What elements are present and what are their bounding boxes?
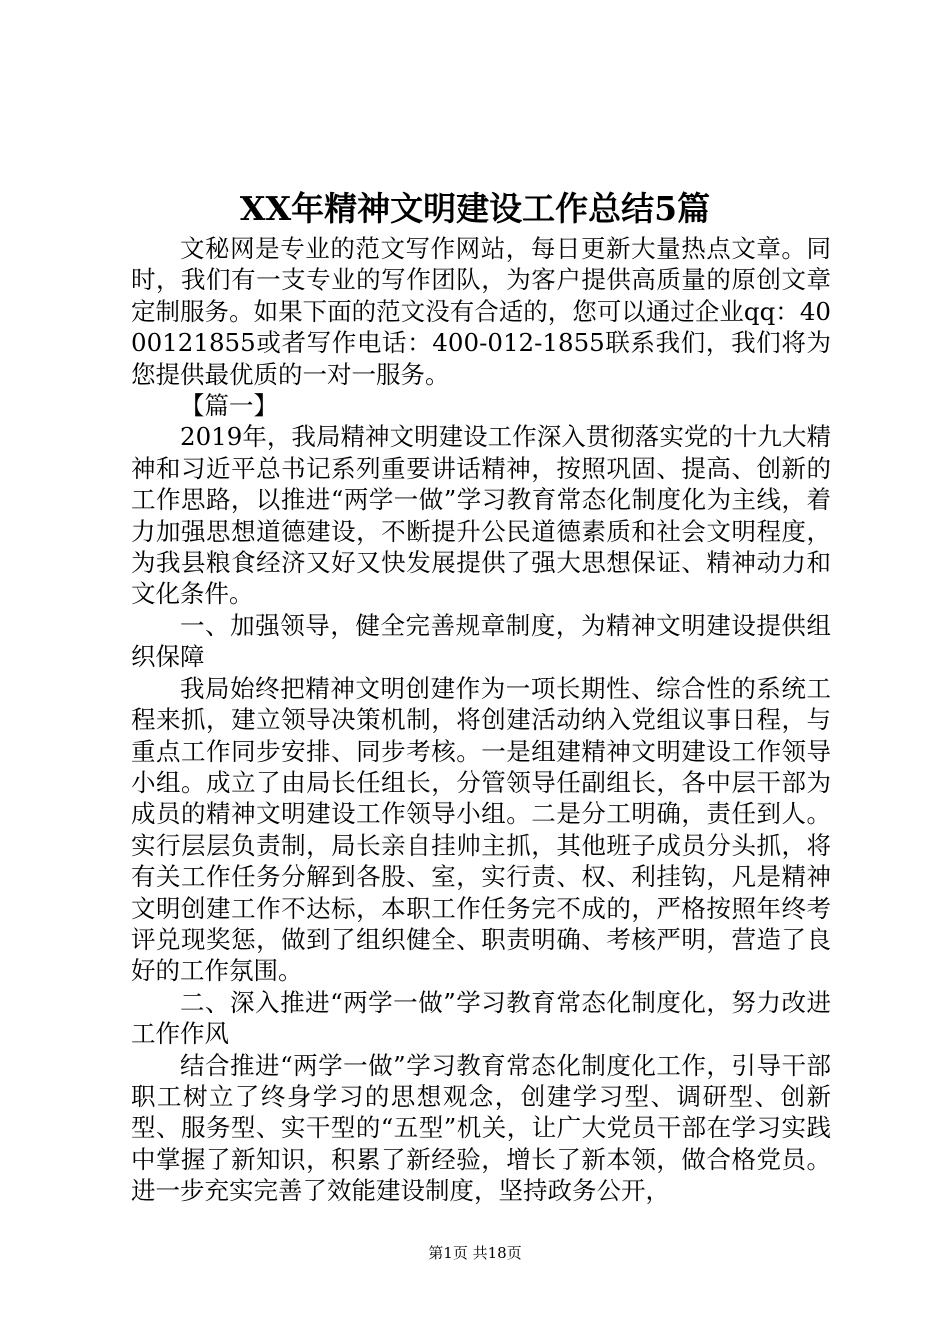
section-marker: 【篇一】 <box>180 391 278 421</box>
document-body <box>131 233 831 1207</box>
intro-paragraph: 文秘网是专业的范文写作网站，每日更新大量热点文章。同时，我们有一支专业的写作团队，为客户提供高质量的原创文章定制服务。如果下面的范文没有合适的，您可以通过企业qq：4000121855或者写作电话：400-012-1855联系我们，我们将为您提供最优质的一对一服务。 <box>131 234 831 389</box>
section-heading: 二、深入推进“两学一做”学习教育常态化制度化，努力改进工作作风 <box>131 987 831 1049</box>
body-paragraph: 2019年，我局精神文明建设工作深入贯彻落实党的十九大精神和习近平总书记系列重要讲话精神，按照巩固、提高、创新的工作思路，以推进“两学一做”学习教育常态化制度化为主线，着力加强思想道德建设，不断提升公民道德素质和社会文明程度，为我县粮食经济又好又快发展提供了强大思想保证、精神动力和文化条件。 <box>131 422 831 609</box>
section-heading: 一、加强领导，健全完善规章制度，为精神文明建设提供组织保障 <box>131 610 831 672</box>
document-title: XX年精神文明建设工作总结5篇 <box>239 189 711 228</box>
body-paragraph: 结合推进“两学一做”学习教育常态化制度化工作，引导干部职工树立了终身学习的思想观念，创建学习型、调研型、创新型、服务型、实干型的“五型”机关，让广大党员干部在学习实践中掌握了新知识，积累了新经验，增长了新本领，做合格党员。进一步充实完善了效能建设制度，坚持政务公开， <box>131 1050 831 1206</box>
page-number: 第1页 共18页 <box>428 1244 522 1262</box>
body-paragraph: 我局始终把精神文明创建作为一项长期性、综合性的系统工程来抓，建立领导决策机制，将创建活动纳入党组议事日程，与重点工作同步安排、同步考核。一是组建精神文明建设工作领导小组。成立了由局长任组长，分管领导任副组长，各中层干部为成员的精神文明建设工作领导小组。二是分工明确，责任到人。实行层层负责制，局长亲自挂帅主抓，其他班子成员分头抓，将有关工作任务分解到各股、室，实行责、权、利挂钩，凡是精神文明创建工作不达标，本职工作任务完不成的，严格按照年终考评兑现奖惩，做到了组织健全、职责明确、考核严明，营造了良好的工作氛围。 <box>131 673 831 986</box>
